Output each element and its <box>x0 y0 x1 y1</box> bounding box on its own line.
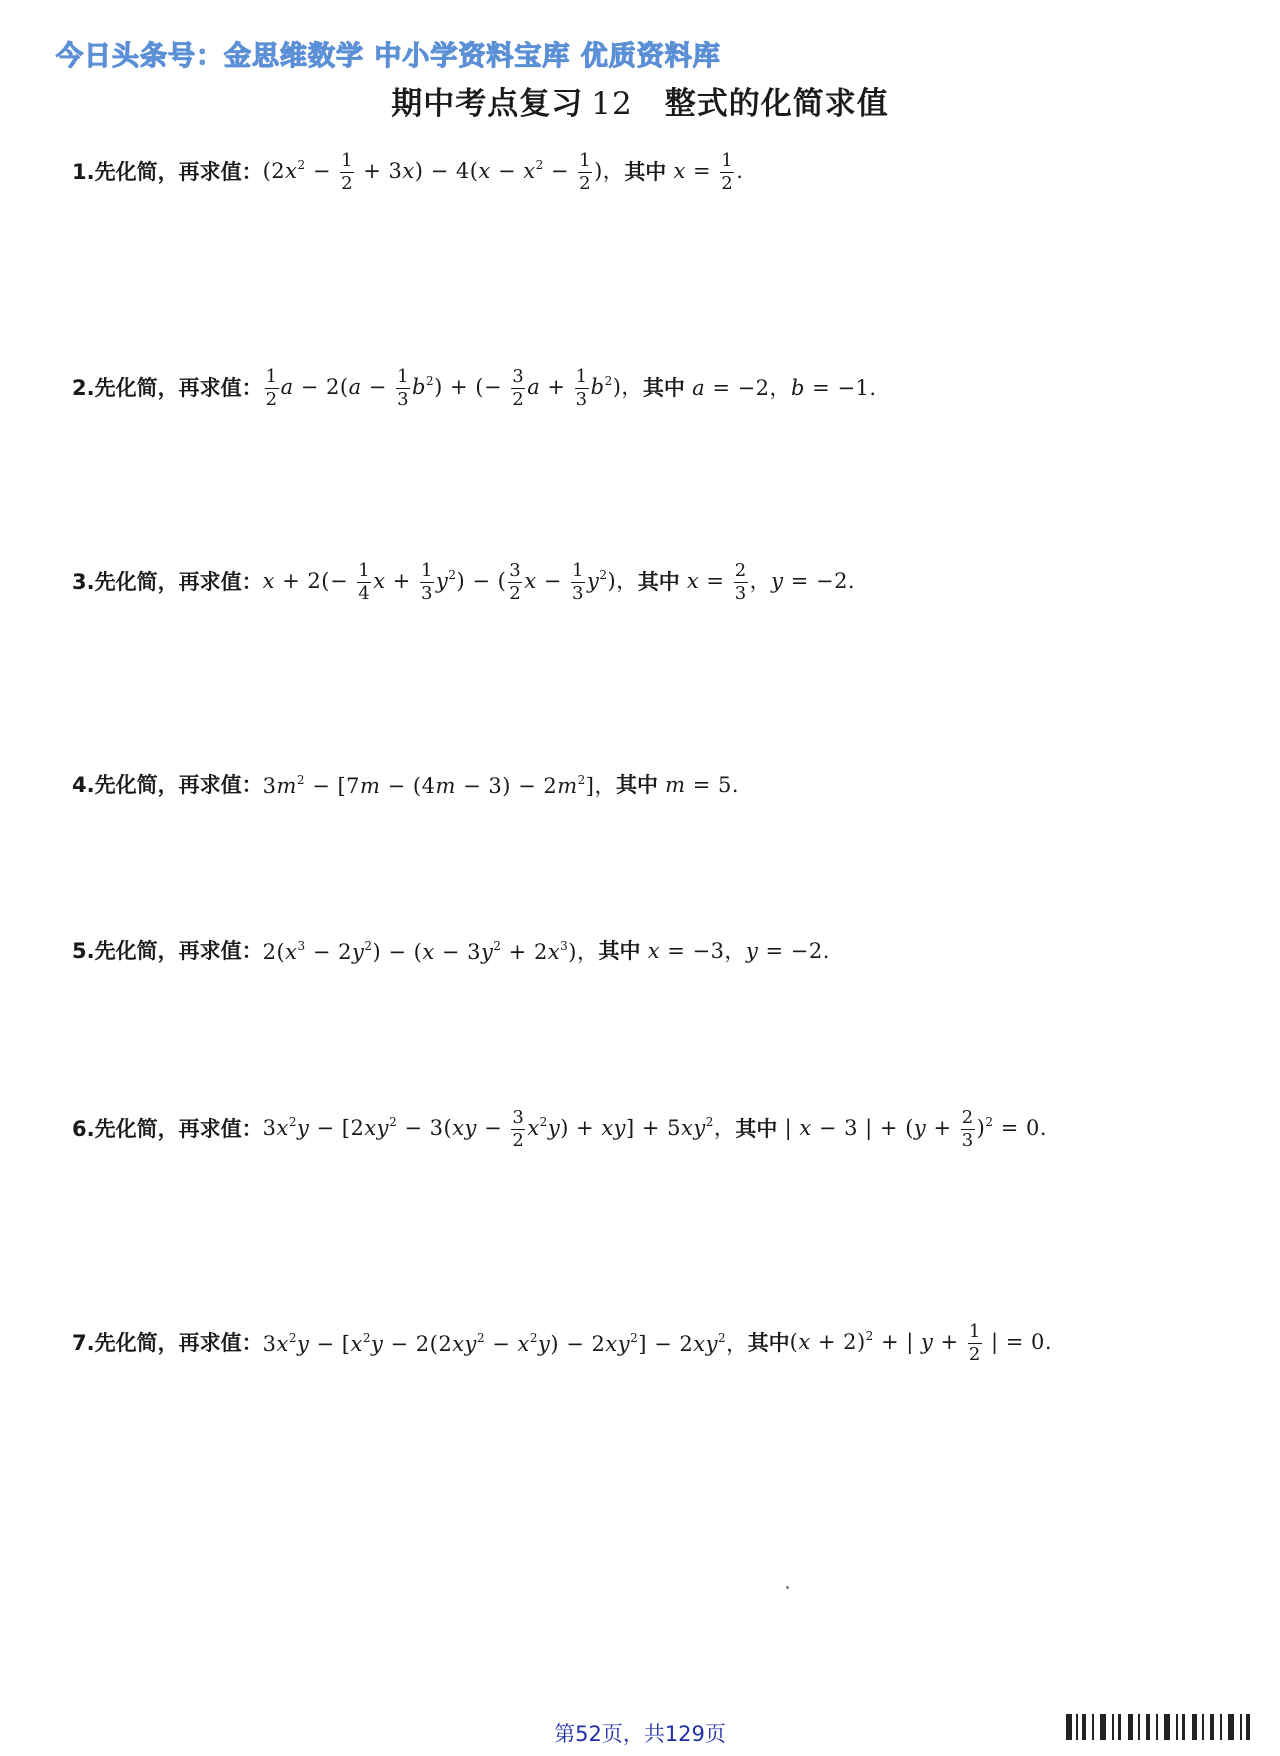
title-number: 12 <box>591 86 633 122</box>
problem-expression: $2(x^3 - 2y^2) - (x - 3y^2 + 2x^3)$， <box>262 939 599 964</box>
problem-condition: | x − 3 | + (y + $\frac{2}{3}$ )$^2$ = 0. <box>777 1107 1047 1151</box>
problem-number: 4 <box>72 773 87 797</box>
condition-label: 其中 <box>615 773 658 797</box>
condition-label: 其中 <box>735 1117 778 1141</box>
problem-number: 1 <box>72 160 87 184</box>
condition-label: 其中 <box>624 160 667 184</box>
problem-expression: $\frac{1}{2}$ a − 2(a − $\frac{1}{3}$ $b^2$) + (− $\frac{3}{2}$ a + $\frac{1}{3}$ $b^2$)， <box>265 366 643 410</box>
problem-4: 4 . 先化简，再求值： $3m^2 - [7m - (4m - 3) - 2m^2]$， 其中 m = 5. <box>72 773 740 798</box>
watermark-text: 今日头条号：金思维数学 中小学资料宝库 优质资料库 <box>56 41 721 72</box>
problem-number: 2 <box>72 376 87 400</box>
barcode-icon <box>1066 1712 1256 1742</box>
page-footer: 第52页，共129页 <box>554 1722 726 1746</box>
title-subtitle: 整式的化简求值 <box>664 86 889 122</box>
condition-label: 其中 <box>598 939 641 963</box>
problem-expression: $3x^2y - [2xy^2 - 3(xy$ − $\frac{3}{2}$ $x^2y) + xy] + 5xy^2$， <box>262 1107 736 1151</box>
problem-label: 先化简，再求值： <box>94 376 263 400</box>
problem-label: 先化简，再求值： <box>94 160 263 184</box>
problem-5: 5 . 先化简，再求值： $2(x^3 - 2y^2) - (x - 3y^2 + 2x^3)$， 其中 x = −3，y = −2. <box>72 939 830 964</box>
problem-condition: a = −2，b = −1. <box>692 376 877 400</box>
problem-number: 6 <box>72 1117 87 1141</box>
problem-3: 3 . 先化简，再求值： x + 2(− $\frac{1}{4}$ x + $\frac{1}{3}$ $y^2$) − ( $\frac{3}{2}$ x − $\frac{1}{3}$ $y^2$)， 其中 x = $\frac{2}{3}$ ，y = −2. <box>72 560 856 604</box>
problem-condition: $(x + 2)^2$ + | y + $\frac{1}{2}$ | = 0. <box>789 1321 1053 1365</box>
problem-number: 3 <box>72 570 87 594</box>
problem-7: 7 . 先化简，再求值： $3x^2y - [x^2y - 2(2xy^2 - x^2y) - 2xy^2] - 2xy^2$， 其中 $(x + 2)^2$ + | y + $\frac{1}{2}$ | = 0. <box>72 1321 1053 1365</box>
condition-label: 其中 <box>747 1331 790 1355</box>
problem-condition: x = −3，y = −2. <box>647 939 830 963</box>
problem-expression: ($2x^2$ − $\frac{1}{2}$ + $3x) - 4(x - x^2$ − $\frac{1}{2}$ )， <box>262 150 625 194</box>
problem-condition: x = $\frac{1}{2}$ . <box>673 150 744 194</box>
problem-1: 1 . 先化简，再求值： ($2x^2$ − $\frac{1}{2}$ + $3x) - 4(x - x^2$ − $\frac{1}{2}$ )， 其中 x = $\frac{1}{2}$ . <box>72 150 744 194</box>
problem-number: 7 <box>72 1331 87 1355</box>
problem-expression: x + 2(− $\frac{1}{4}$ x + $\frac{1}{3}$ $y^2$) − ( $\frac{3}{2}$ x − $\frac{1}{3}$ $y^2$)， <box>262 560 638 604</box>
title-main: 期中考点复习 <box>391 86 584 122</box>
page-title <box>0 78 1280 123</box>
problem-6: 6 . 先化简，再求值： $3x^2y - [2xy^2 - 3(xy$ − $\frac{3}{2}$ $x^2y) + xy] + 5xy^2$， 其中 | x − 3 | + (y + $\frac{2}{3}$ )$^2$ = 0. <box>72 1107 1047 1151</box>
problem-2: 2 . 先化简，再求值： $\frac{1}{2}$ a − 2(a − $\frac{1}{3}$ $b^2$) + (− $\frac{3}{2}$ a + $\frac{1}{3}$ $b^2$)， 其中 a = −2，b = −1. <box>72 366 877 410</box>
problem-condition: x = $\frac{2}{3}$ ，y = −2. <box>686 560 856 604</box>
scan-speck <box>786 1586 789 1589</box>
problem-condition: m = 5. <box>665 773 740 797</box>
problem-label: 先化简，再求值： <box>94 1117 263 1141</box>
problem-expression: $3m^2 - [7m - (4m - 3) - 2m^2]$， <box>262 773 616 798</box>
problem-label: 先化简，再求值： <box>94 773 263 797</box>
condition-label: 其中 <box>642 376 685 400</box>
condition-label: 其中 <box>637 570 680 594</box>
problem-label: 先化简，再求值： <box>94 939 263 963</box>
problem-number: 5 <box>72 939 87 963</box>
problem-expression: $3x^2y - [x^2y - 2(2xy^2 - x^2y) - 2xy^2] - 2xy^2$， <box>262 1331 748 1356</box>
problem-label: 先化简，再求值： <box>94 570 263 594</box>
problem-label: 先化简，再求值： <box>94 1331 263 1355</box>
